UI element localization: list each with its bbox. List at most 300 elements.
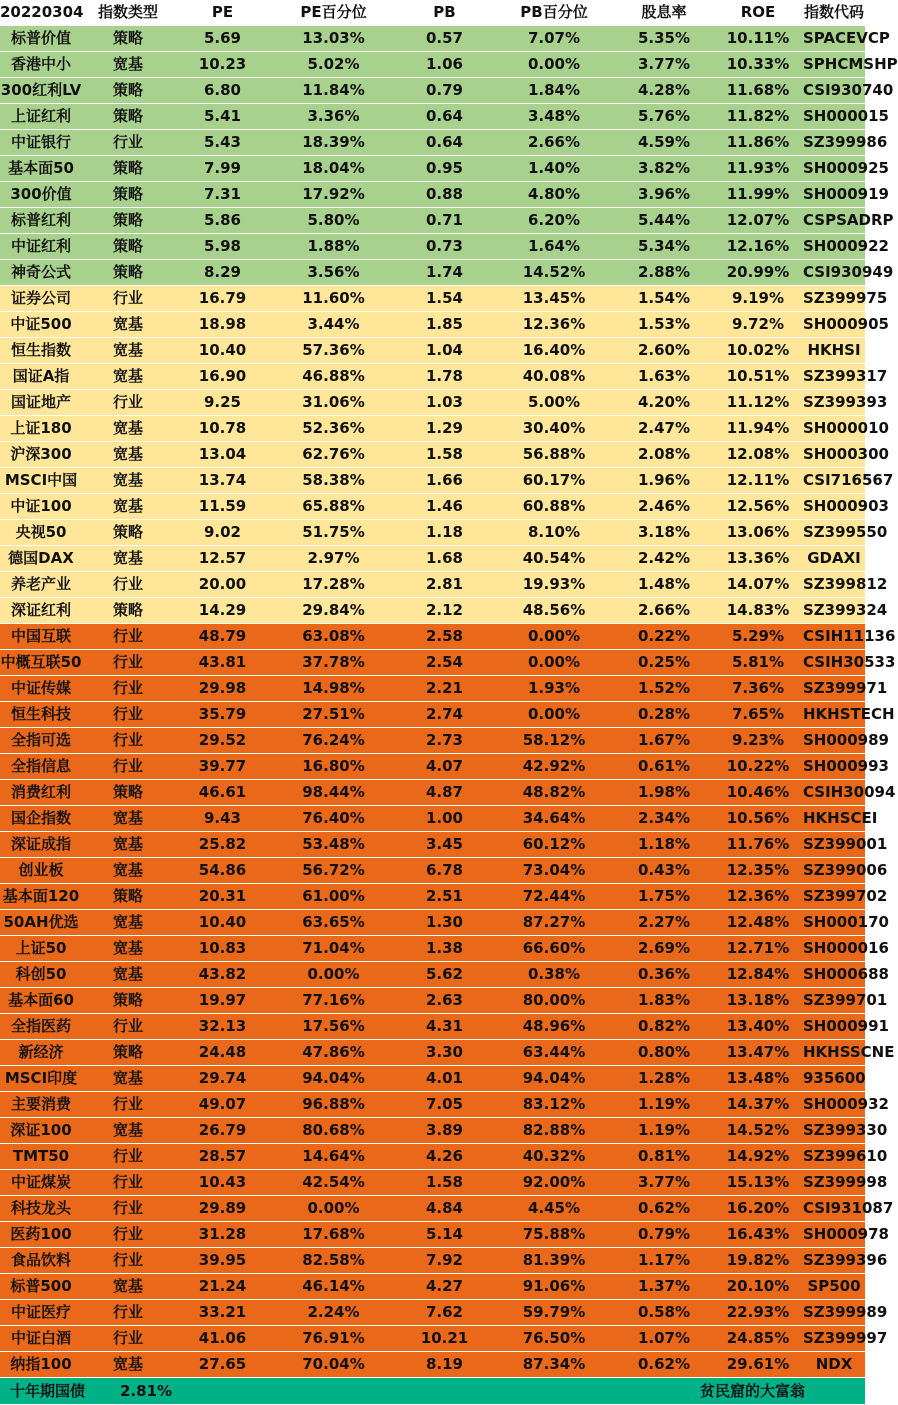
roe-value: 20.99%	[726, 263, 790, 281]
index-type: 行业	[112, 133, 143, 151]
header-code: 指数代码	[803, 3, 864, 21]
dividend-yield: 4.20%	[637, 393, 691, 411]
roe-value: 11.12%	[726, 393, 790, 411]
roe-value: 12.11%	[726, 471, 790, 489]
dividend-yield: 0.80%	[637, 1043, 691, 1061]
dividend-yield: 0.58%	[637, 1303, 691, 1321]
table-row	[0, 1352, 865, 1378]
pe-percentile: 70.04%	[302, 1355, 365, 1373]
dividend-yield: 0.61%	[637, 757, 691, 775]
pb-value: 5.14	[425, 1225, 463, 1243]
pe-percentile: 82.58%	[302, 1251, 365, 1269]
pe-value: 8.29	[203, 263, 241, 281]
index-type: 宽基	[112, 367, 143, 385]
dividend-yield: 2.08%	[637, 445, 691, 463]
table-row	[0, 52, 898, 78]
pe-percentile: 2.24%	[307, 1303, 360, 1321]
pe-value: 35.79	[198, 705, 247, 723]
pe-value: 5.98	[203, 237, 241, 255]
roe-value: 15.13%	[726, 1173, 790, 1191]
index-type: 行业	[112, 575, 143, 593]
pe-value: 18.98	[198, 315, 247, 333]
index-type: 行业	[112, 627, 143, 645]
pb-percentile: 0.00%	[527, 705, 581, 723]
pb-percentile: 56.88%	[522, 445, 586, 463]
pb-value: 2.51	[425, 887, 463, 905]
index-type: 策略	[112, 29, 143, 47]
table-row	[0, 1196, 894, 1222]
pb-percentile: 91.06%	[522, 1277, 586, 1295]
pe-percentile: 11.60%	[302, 289, 365, 307]
roe-value: 14.07%	[726, 575, 790, 593]
index-name: 深证红利	[10, 601, 71, 619]
pe-percentile: 3.56%	[307, 263, 360, 281]
index-name: 基本面50	[8, 159, 74, 177]
dividend-yield: 1.54%	[637, 289, 691, 307]
dividend-yield: 3.77%	[637, 55, 691, 73]
table-row	[0, 806, 878, 832]
table-row	[0, 1300, 888, 1326]
table-row	[0, 754, 889, 780]
index-code: CSI931087	[803, 1199, 894, 1217]
roe-value: 12.16%	[726, 237, 790, 255]
index-type: 策略	[112, 211, 143, 229]
dividend-yield: 2.47%	[637, 419, 691, 437]
pb-percentile: 40.08%	[522, 367, 586, 385]
table-row	[0, 676, 888, 702]
dividend-yield: 1.19%	[637, 1121, 691, 1139]
index-code: SH000993	[803, 757, 889, 775]
pe-value: 43.81	[198, 653, 247, 671]
roe-value: 9.19%	[731, 289, 785, 307]
index-name: 消费红利	[10, 783, 71, 801]
pb-value: 0.57	[425, 29, 463, 47]
table-row	[0, 234, 889, 260]
index-name: MSCI中国	[4, 471, 78, 489]
roe-value: 5.81%	[731, 653, 785, 671]
dividend-yield: 2.60%	[637, 341, 691, 359]
pb-value: 1.29	[425, 419, 463, 437]
roe-value: 10.46%	[726, 783, 790, 801]
roe-value: 14.37%	[726, 1095, 790, 1113]
table-row	[0, 884, 888, 910]
pb-percentile: 75.88%	[522, 1225, 586, 1243]
dividend-yield: 0.22%	[637, 627, 691, 645]
index-name: 标普500	[10, 1277, 72, 1295]
pb-value: 1.66	[425, 471, 463, 489]
pb-percentile: 40.32%	[522, 1147, 586, 1165]
dividend-yield: 5.76%	[637, 107, 691, 125]
table-row	[0, 520, 888, 546]
index-code: SZ399396	[803, 1251, 888, 1269]
pb-percentile: 19.93%	[522, 575, 586, 593]
pe-percentile: 13.03%	[302, 29, 365, 47]
index-type: 宽基	[112, 835, 143, 853]
index-code: SZ399998	[803, 1173, 888, 1191]
pb-percentile: 3.48%	[527, 107, 581, 125]
index-name: 国证地产	[10, 393, 71, 411]
index-name: 主要消费	[10, 1095, 71, 1113]
index-code: HKHSTECH	[803, 705, 895, 723]
index-code: SH000170	[803, 913, 889, 931]
index-code: 935600	[803, 1069, 866, 1087]
pb-percentile: 82.88%	[522, 1121, 586, 1139]
pe-percentile: 71.04%	[302, 939, 365, 957]
index-code: SH000925	[803, 159, 889, 177]
index-type: 行业	[112, 289, 143, 307]
index-code: SH000905	[803, 315, 889, 333]
index-code: NDX	[815, 1355, 853, 1373]
index-code: SH000932	[803, 1095, 889, 1113]
pe-value: 9.02	[203, 523, 241, 541]
table-row	[0, 702, 895, 728]
pb-value: 3.45	[425, 835, 463, 853]
pb-percentile: 1.93%	[527, 679, 581, 697]
index-name: 恒生指数	[10, 341, 71, 359]
pb-percentile: 60.88%	[522, 497, 586, 515]
index-code: SZ399812	[803, 575, 888, 593]
pe-value: 46.61	[198, 783, 247, 801]
roe-value: 10.02%	[726, 341, 790, 359]
pb-percentile: 66.60%	[522, 939, 586, 957]
index-name: 新经济	[18, 1043, 64, 1061]
group-yellow	[0, 286, 894, 624]
pe-percentile: 18.39%	[302, 133, 365, 151]
index-code: SZ399393	[803, 393, 888, 411]
pb-value: 10.21	[420, 1329, 469, 1347]
index-type: 行业	[112, 731, 143, 749]
pe-value: 10.40	[198, 913, 247, 931]
pb-value: 0.88	[425, 185, 463, 203]
dividend-yield: 5.34%	[637, 237, 691, 255]
pe-value: 48.79	[198, 627, 247, 645]
pe-value: 14.29	[198, 601, 247, 619]
table-row	[0, 832, 888, 858]
pb-value: 0.71	[425, 211, 463, 229]
dividend-yield: 3.77%	[637, 1173, 691, 1191]
pb-percentile: 14.52%	[522, 263, 586, 281]
index-type: 宽基	[112, 1277, 143, 1295]
index-name: 科创50	[15, 965, 67, 983]
table-body	[0, 26, 898, 1378]
pe-value: 9.43	[203, 809, 241, 827]
dividend-yield: 3.82%	[637, 159, 691, 177]
index-code: CSPSADRP	[803, 211, 894, 229]
pb-percentile: 0.00%	[527, 653, 581, 671]
roe-value: 7.36%	[731, 679, 785, 697]
pe-value: 7.31	[203, 185, 241, 203]
index-name: 中证煤炭	[10, 1173, 71, 1191]
pb-value: 1.58	[425, 445, 463, 463]
pe-percentile: 11.84%	[302, 81, 365, 99]
index-type: 策略	[112, 185, 143, 203]
pb-percentile: 1.84%	[527, 81, 581, 99]
index-name: 中证医疗	[10, 1303, 71, 1321]
group-green	[0, 26, 898, 286]
roe-value: 12.35%	[726, 861, 790, 879]
dividend-yield: 1.96%	[637, 471, 691, 489]
pb-percentile: 0.38%	[527, 965, 581, 983]
pb-value: 0.73	[425, 237, 463, 255]
roe-value: 11.86%	[726, 133, 790, 151]
pb-percentile: 12.36%	[522, 315, 586, 333]
pe-percentile: 57.36%	[302, 341, 365, 359]
pb-value: 2.54	[425, 653, 463, 671]
table-row	[0, 286, 888, 312]
table-row	[0, 1170, 888, 1196]
pe-percentile: 27.51%	[302, 705, 365, 723]
dividend-yield: 0.81%	[637, 1147, 691, 1165]
index-type: 行业	[112, 1329, 143, 1347]
table-row	[0, 546, 865, 572]
dividend-yield: 1.18%	[637, 835, 691, 853]
pe-value: 39.95	[198, 1251, 247, 1269]
index-type: 宽基	[112, 341, 143, 359]
index-type: 行业	[112, 653, 143, 671]
pb-value: 6.78	[425, 861, 463, 879]
pb-percentile: 81.39%	[522, 1251, 586, 1269]
index-type: 行业	[112, 705, 143, 723]
index-code: SH000016	[803, 939, 889, 957]
pb-percentile: 73.04%	[522, 861, 586, 879]
index-name: 中证银行	[10, 133, 71, 151]
pb-value: 1.85	[425, 315, 463, 333]
index-name: 上证180	[10, 419, 72, 437]
roe-value: 20.10%	[726, 1277, 790, 1295]
index-name: 中证红利	[10, 237, 71, 255]
pe-value: 5.43	[203, 133, 241, 151]
pb-percentile: 60.17%	[522, 471, 586, 489]
pb-value: 3.89	[425, 1121, 463, 1139]
index-name: 创业板	[18, 861, 64, 879]
index-type: 策略	[112, 523, 143, 541]
pb-percentile: 0.00%	[527, 55, 581, 73]
dividend-yield: 1.98%	[637, 783, 691, 801]
pe-value: 10.40	[198, 341, 247, 359]
roe-value: 9.23%	[731, 731, 785, 749]
pe-value: 10.83	[198, 939, 247, 957]
index-name: 中概互联50	[0, 653, 82, 671]
index-type: 行业	[112, 757, 143, 775]
table-row	[0, 416, 889, 442]
pb-value: 4.07	[425, 757, 463, 775]
pb-value: 5.62	[425, 965, 463, 983]
index-code: CSI716567	[803, 471, 894, 489]
pe-value: 54.86	[198, 861, 247, 879]
roe-value: 11.82%	[726, 107, 790, 125]
pe-value: 12.57	[198, 549, 247, 567]
pb-percentile: 5.00%	[527, 393, 581, 411]
index-type: 策略	[112, 783, 143, 801]
pe-value: 33.21	[198, 1303, 247, 1321]
index-code: SH000978	[803, 1225, 889, 1243]
index-type: 宽基	[112, 549, 143, 567]
index-name: 300价值	[10, 185, 72, 203]
table-row	[0, 598, 888, 624]
pe-percentile: 37.78%	[302, 653, 365, 671]
dividend-yield: 5.35%	[637, 29, 691, 47]
dividend-yield: 1.52%	[637, 679, 691, 697]
pe-value: 6.80	[203, 81, 241, 99]
dividend-yield: 2.34%	[637, 809, 691, 827]
pb-value: 4.87	[425, 783, 463, 801]
table-row	[0, 1274, 865, 1300]
footer-row	[0, 1378, 865, 1404]
pe-percentile: 76.40%	[302, 809, 365, 827]
index-name: TMT50	[12, 1147, 70, 1165]
table-row	[0, 104, 889, 130]
pb-value: 0.79	[425, 81, 463, 99]
roe-value: 13.06%	[726, 523, 790, 541]
index-name: 上证50	[15, 939, 67, 957]
index-code: HKHSCEI	[803, 809, 878, 827]
pb-value: 7.62	[425, 1303, 463, 1321]
header-dividend-yield: 股息率	[641, 3, 687, 21]
pb-percentile: 60.12%	[522, 835, 586, 853]
index-code: SZ399006	[803, 861, 888, 879]
dividend-yield: 1.67%	[637, 731, 691, 749]
index-code: SZ399986	[803, 133, 888, 151]
pb-value: 4.84	[425, 1199, 463, 1217]
index-code: SH000903	[803, 497, 889, 515]
table-row	[0, 182, 889, 208]
index-type: 宽基	[112, 809, 143, 827]
dividend-yield: 2.66%	[637, 601, 691, 619]
pe-percentile: 46.14%	[302, 1277, 365, 1295]
index-type: 策略	[112, 991, 143, 1009]
roe-value: 11.68%	[726, 81, 790, 99]
table-row	[0, 624, 896, 650]
roe-value: 13.36%	[726, 549, 790, 567]
dividend-yield: 0.36%	[637, 965, 691, 983]
pb-value: 1.00	[425, 809, 463, 827]
roe-value: 10.51%	[726, 367, 790, 385]
index-type: 宽基	[112, 315, 143, 333]
pe-value: 10.43	[198, 1173, 247, 1191]
table-row	[0, 156, 889, 182]
roe-value: 11.76%	[726, 835, 790, 853]
pb-percentile: 1.64%	[527, 237, 581, 255]
dividend-yield: 0.62%	[637, 1355, 691, 1373]
index-type: 策略	[112, 159, 143, 177]
pe-value: 39.77	[198, 757, 247, 775]
dividend-yield: 0.82%	[637, 1017, 691, 1035]
dividend-yield: 0.62%	[637, 1199, 691, 1217]
table-row	[0, 780, 896, 806]
pe-percentile: 98.44%	[302, 783, 365, 801]
pe-value: 24.48	[198, 1043, 247, 1061]
pe-percentile: 76.91%	[302, 1329, 365, 1347]
index-type: 行业	[112, 1147, 143, 1165]
index-code: SH000300	[803, 445, 889, 463]
pb-value: 4.01	[425, 1069, 463, 1087]
pb-percentile: 83.12%	[522, 1095, 586, 1113]
index-type: 行业	[112, 1173, 143, 1191]
header-date: 20220304	[0, 3, 84, 21]
roe-value: 11.99%	[726, 185, 790, 203]
index-type: 宽基	[112, 445, 143, 463]
pe-value: 5.69	[203, 29, 241, 47]
pe-percentile: 56.72%	[302, 861, 365, 879]
roe-value: 10.56%	[726, 809, 790, 827]
roe-value: 24.85%	[726, 1329, 790, 1347]
pe-value: 10.23	[198, 55, 247, 73]
pb-percentile: 76.50%	[522, 1329, 586, 1347]
dividend-yield: 3.96%	[637, 185, 691, 203]
index-name: 德国DAX	[8, 549, 74, 567]
index-type: 策略	[112, 237, 143, 255]
index-type: 宽基	[112, 965, 143, 983]
pb-value: 1.06	[425, 55, 463, 73]
roe-value: 12.07%	[726, 211, 790, 229]
index-name: 50AH优选	[3, 913, 79, 931]
index-name: 全指可选	[10, 731, 71, 749]
pe-value: 13.74	[198, 471, 247, 489]
roe-value: 14.83%	[726, 601, 790, 619]
index-code: HKHSSCNE	[803, 1043, 895, 1061]
pb-value: 1.04	[425, 341, 463, 359]
roe-value: 11.93%	[726, 159, 790, 177]
pb-value: 7.92	[425, 1251, 463, 1269]
index-name: 中国互联	[10, 627, 71, 645]
index-type: 行业	[112, 1251, 143, 1269]
header-pe-percentile: PE百分位	[300, 3, 367, 21]
roe-value: 14.92%	[726, 1147, 790, 1165]
index-name: 科技龙头	[10, 1199, 71, 1217]
table-row	[0, 1144, 888, 1170]
pe-value: 29.74	[198, 1069, 247, 1087]
index-code: SH000010	[803, 419, 889, 437]
dividend-yield: 1.37%	[637, 1277, 691, 1295]
pe-value: 31.28	[198, 1225, 247, 1243]
pe-value: 41.06	[198, 1329, 247, 1347]
index-code: SZ399702	[803, 887, 888, 905]
pb-value: 2.74	[425, 705, 463, 723]
table-row	[0, 1014, 889, 1040]
table-row	[0, 910, 889, 936]
pe-percentile: 76.24%	[302, 731, 365, 749]
roe-value: 11.94%	[726, 419, 790, 437]
pb-percentile: 92.00%	[522, 1173, 586, 1191]
index-type: 策略	[112, 601, 143, 619]
table-row	[0, 962, 889, 988]
header-pb: PB	[433, 3, 456, 21]
index-code: CSI930949	[803, 263, 894, 281]
pe-percentile: 53.48%	[302, 835, 365, 853]
table-row	[0, 26, 890, 52]
table-row	[0, 1248, 888, 1274]
table-row	[0, 858, 888, 884]
pe-percentile: 62.76%	[302, 445, 365, 463]
index-code: SZ399550	[803, 523, 888, 541]
pb-value: 1.03	[425, 393, 463, 411]
pb-value: 2.73	[425, 731, 463, 749]
header-roe: ROE	[740, 3, 776, 21]
pe-value: 43.82	[198, 965, 247, 983]
pe-value: 20.00	[198, 575, 247, 593]
pb-percentile: 48.82%	[522, 783, 586, 801]
pe-value: 9.25	[203, 393, 241, 411]
table-row	[0, 78, 894, 104]
pb-percentile: 63.44%	[522, 1043, 586, 1061]
dividend-yield: 0.25%	[637, 653, 691, 671]
index-name: 标普价值	[10, 29, 71, 47]
pe-percentile: 94.04%	[302, 1069, 365, 1087]
roe-value: 10.11%	[726, 29, 790, 47]
index-code: GDAXI	[807, 549, 861, 567]
pe-value: 29.89	[198, 1199, 247, 1217]
index-type: 宽基	[112, 1355, 143, 1373]
